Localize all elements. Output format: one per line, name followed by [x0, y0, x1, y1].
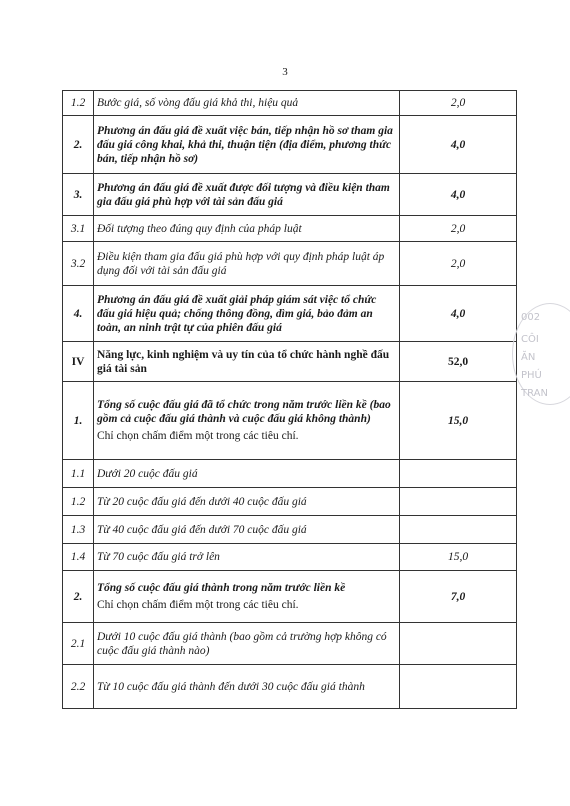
criterion-points: [400, 516, 517, 544]
table-row: [63, 342, 517, 382]
criterion-points: 4,0: [400, 286, 517, 342]
criterion-number: 1.2: [63, 488, 94, 516]
criterion-text: Phương án đấu giá đề xuất việc bán, tiếp nhận hồ sơ tham gia đấu giá công khai, khả thi, thuận tiện (địa điểm, phương thức bán, tiếp nhận hồ sơ): [94, 116, 400, 174]
seal-line: TRAN: [521, 388, 548, 399]
table-row: [63, 544, 517, 571]
page-number: 3: [282, 66, 288, 78]
criterion-text: Bước giá, số vòng đấu giá khả thi, hiệu quả: [94, 91, 400, 116]
criterion-cell: [94, 382, 400, 460]
table-row: [63, 216, 517, 242]
criterion-number: 3.2: [63, 242, 94, 286]
partial-stamp-seal: [512, 303, 570, 405]
criterion-number: 2.1: [63, 623, 94, 665]
criterion-text: Phương án đấu giá đề xuất giải pháp giám sát việc tổ chức đấu giá hiệu quả; chống thông đồng, dìm giá, bảo đảm an toàn, an ninh trật tự của phiên đấu giá: [94, 286, 400, 342]
seal-line: CÔI: [521, 334, 539, 345]
criterion-points: 2,0: [400, 91, 517, 116]
section-number: IV: [63, 342, 94, 382]
criterion-points: 7,0: [400, 571, 517, 623]
criterion-text: Từ 20 cuộc đấu giá đến dưới 40 cuộc đấu giá: [94, 488, 400, 516]
criterion-text: Điều kiện tham gia đấu giá phù hợp với quy định pháp luật áp dụng đối với tài sản đấu giá: [94, 242, 400, 286]
criterion-points: [400, 623, 517, 665]
table-row: [63, 665, 517, 709]
criterion-cell: [94, 571, 400, 623]
criterion-points: 4,0: [400, 174, 517, 216]
criterion-number: 2.: [63, 116, 94, 174]
table-row: [63, 623, 517, 665]
criterion-text: Dưới 10 cuộc đấu giá thành (bao gồm cả trường hợp không có cuộc đấu giá thành nào): [94, 623, 400, 665]
table-row: [63, 91, 517, 116]
criterion-text: Tổng số cuộc đấu giá thành trong năm trước liền kề: [97, 582, 346, 594]
criterion-number: 1.4: [63, 544, 94, 571]
criterion-points: 2,0: [400, 216, 517, 242]
criterion-points: [400, 665, 517, 709]
criterion-text: Từ 10 cuộc đấu giá thành đến dưới 30 cuộc đấu giá thành: [94, 665, 400, 709]
criterion-text: Phương án đấu giá đề xuất được đối tượng và điều kiện tham gia đấu giá phù hợp với tài sản đấu giá: [94, 174, 400, 216]
criterion-number: 3.: [63, 174, 94, 216]
criterion-points: 15,0: [400, 544, 517, 571]
criterion-number: 4.: [63, 286, 94, 342]
criterion-points: 4,0: [400, 116, 517, 174]
table-row: [63, 516, 517, 544]
criterion-number: 3.1: [63, 216, 94, 242]
criterion-number: 1.3: [63, 516, 94, 544]
seal-number: 002: [521, 312, 541, 323]
criterion-number: 1.: [63, 382, 94, 460]
criterion-note: Chỉ chọn chấm điểm một trong các tiêu chí.: [97, 599, 299, 611]
section-points: 52,0: [400, 342, 517, 382]
table-row: [63, 460, 517, 488]
criterion-points: [400, 460, 517, 488]
criterion-number: 2.2: [63, 665, 94, 709]
seal-line: PHÚ: [521, 370, 542, 381]
table-row: [63, 571, 517, 623]
criterion-number: 1.1: [63, 460, 94, 488]
table-row: [63, 174, 517, 216]
criterion-text: Từ 40 cuộc đấu giá đến dưới 70 cuộc đấu giá: [94, 516, 400, 544]
table-row: [63, 116, 517, 174]
criterion-number: 1.2: [63, 91, 94, 116]
table-row: [63, 242, 517, 286]
criterion-note: Chỉ chọn chấm điểm một trong các tiêu chí.: [97, 430, 299, 442]
criterion-points: [400, 488, 517, 516]
criterion-points: 2,0: [400, 242, 517, 286]
criterion-number: 2.: [63, 571, 94, 623]
criterion-text: Đối tượng theo đúng quy định của pháp luật: [94, 216, 400, 242]
criterion-text: Từ 70 cuộc đấu giá trở lên: [94, 544, 400, 571]
table-row: [63, 488, 517, 516]
table-row: [63, 286, 517, 342]
criterion-points: 15,0: [400, 382, 517, 460]
scoring-criteria-table: [62, 90, 517, 709]
table-row: [63, 382, 517, 460]
criterion-text: Dưới 20 cuộc đấu giá: [94, 460, 400, 488]
section-text: Năng lực, kinh nghiệm và uy tín của tổ chức hành nghề đấu giá tài sản: [94, 342, 400, 382]
criterion-text: Tổng số cuộc đấu giá đã tổ chức trong năm trước liền kề (bao gồm cả cuộc đấu giá thành và cuộc đấu giá không thành): [97, 399, 391, 425]
seal-line: ĂN: [521, 352, 536, 363]
